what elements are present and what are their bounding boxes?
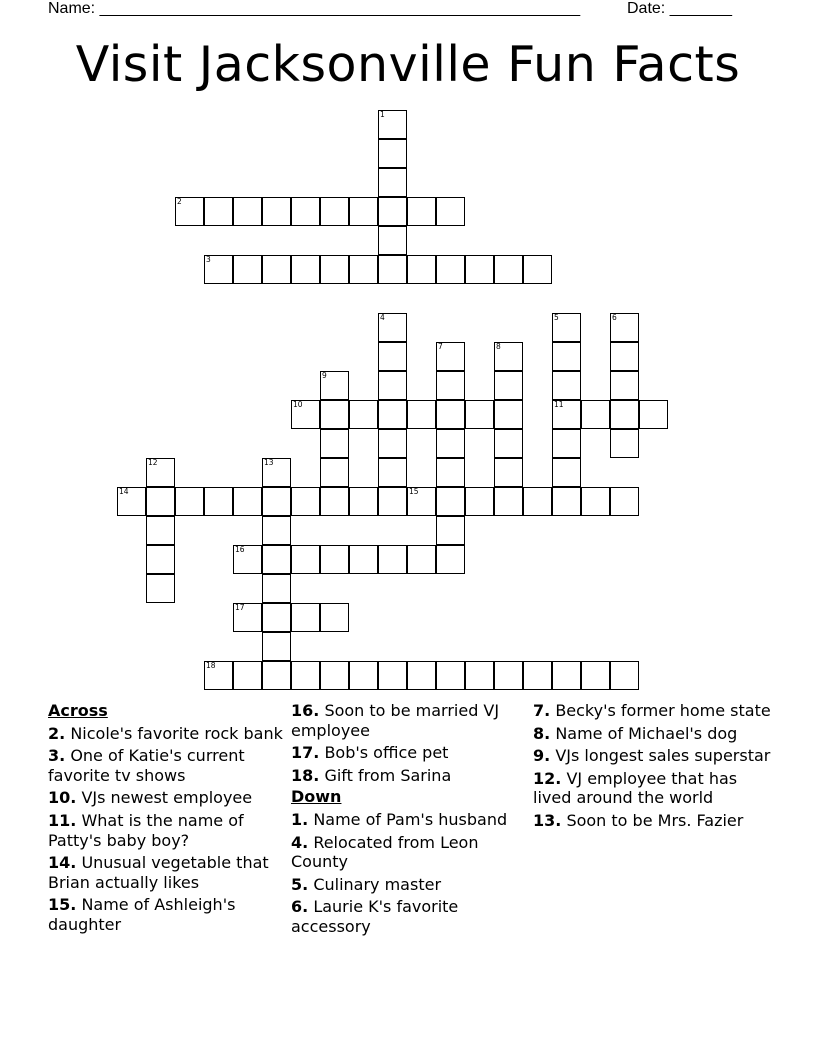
- cell-number: 15: [409, 487, 419, 496]
- grid-cell[interactable]: [610, 487, 639, 516]
- grid-cell[interactable]: [552, 313, 581, 342]
- grid-cell[interactable]: [204, 255, 233, 284]
- grid-cell[interactable]: [291, 255, 320, 284]
- grid-cell[interactable]: [378, 139, 407, 168]
- grid-cell[interactable]: [262, 603, 291, 632]
- clue-across-16: 16. Soon to be married VJ employee: [291, 701, 500, 740]
- clue-down-4: 4. Relocated from Leon County: [291, 832, 479, 872]
- grid-cell[interactable]: [262, 661, 291, 690]
- cell-number: 2: [177, 197, 182, 206]
- grid-cell[interactable]: [291, 545, 320, 574]
- grid-cell[interactable]: [552, 371, 581, 400]
- grid-cell[interactable]: [291, 400, 320, 429]
- grid-cell[interactable]: [436, 429, 465, 458]
- grid-cell[interactable]: [465, 255, 494, 284]
- grid-cell[interactable]: [291, 197, 320, 226]
- grid-cell[interactable]: [262, 458, 291, 487]
- clue-down-6: 6. Laurie K's favorite accessory: [291, 897, 459, 936]
- grid-cell[interactable]: [407, 197, 436, 226]
- clue-down-8: 8. Name of Michael's dog: [533, 723, 738, 743]
- grid-cell[interactable]: [407, 400, 436, 429]
- grid-cell[interactable]: [291, 603, 320, 632]
- grid-cell[interactable]: [262, 632, 291, 661]
- grid-cell[interactable]: [552, 400, 581, 429]
- grid-cell[interactable]: [378, 197, 407, 226]
- clues-column-3: [533, 701, 773, 831]
- grid-cell[interactable]: [233, 603, 262, 632]
- cell-number: 10: [293, 400, 303, 409]
- clue-down-12: 12. VJ employee that has lived around the world: [533, 768, 738, 808]
- grid-cell[interactable]: [436, 458, 465, 487]
- grid-cell[interactable]: [320, 255, 349, 284]
- cell-number: 9: [322, 371, 327, 380]
- grid-cell[interactable]: [523, 487, 552, 516]
- grid-cell[interactable]: [146, 516, 175, 545]
- grid-cell[interactable]: [378, 226, 407, 255]
- grid-cell[interactable]: [320, 429, 349, 458]
- grid-cell[interactable]: [320, 197, 349, 226]
- grid-cell[interactable]: [610, 429, 639, 458]
- cell-number: 14: [119, 487, 129, 496]
- clue-across-3: 3. One of Katie's current favorite tv shows: [48, 746, 245, 785]
- grid-cell[interactable]: [494, 371, 523, 400]
- grid-cell[interactable]: [349, 255, 378, 284]
- grid-cell[interactable]: [117, 487, 146, 516]
- clue-down-13: 13. Soon to be Mrs. Fazier: [533, 810, 744, 830]
- clue-across-11: 11. What is the name of Patty's baby boy?: [48, 810, 244, 850]
- grid-cell[interactable]: [610, 371, 639, 400]
- grid-cell[interactable]: [262, 516, 291, 545]
- clue-across-15: 15. Name of Ashleigh's daughter: [48, 895, 236, 934]
- grid-cell[interactable]: [581, 400, 610, 429]
- grid-cell[interactable]: [378, 371, 407, 400]
- grid-cell[interactable]: [320, 545, 349, 574]
- grid-cell[interactable]: [320, 371, 349, 400]
- grid-cell[interactable]: [378, 110, 407, 139]
- grid-cell[interactable]: [407, 545, 436, 574]
- cell-number: 12: [148, 458, 158, 467]
- grid-cell[interactable]: [378, 545, 407, 574]
- grid-cell[interactable]: [494, 458, 523, 487]
- grid-cell[interactable]: [233, 197, 262, 226]
- grid-cell[interactable]: [349, 197, 378, 226]
- grid-cell[interactable]: [378, 342, 407, 371]
- clue-down-9: 9. VJs longest sales superstar: [533, 746, 771, 766]
- grid-cell[interactable]: [436, 400, 465, 429]
- grid-cell[interactable]: [610, 400, 639, 429]
- grid-cell[interactable]: [204, 197, 233, 226]
- grid-cell[interactable]: [233, 255, 262, 284]
- grid-cell[interactable]: [552, 429, 581, 458]
- grid-cell[interactable]: [523, 661, 552, 690]
- grid-cell[interactable]: [349, 487, 378, 516]
- grid-cell[interactable]: [204, 487, 233, 516]
- grid-cell[interactable]: [378, 487, 407, 516]
- grid-cell[interactable]: [436, 342, 465, 371]
- grid-cell[interactable]: [233, 545, 262, 574]
- cell-number: 17: [235, 603, 245, 612]
- grid-cell[interactable]: [436, 516, 465, 545]
- clue-down-1: 1. Name of Pam's husband: [291, 809, 508, 829]
- grid-cell[interactable]: [552, 342, 581, 371]
- grid-cell[interactable]: [262, 255, 291, 284]
- grid-cell[interactable]: [320, 487, 349, 516]
- grid-cell[interactable]: [262, 545, 291, 574]
- grid-cell[interactable]: [349, 545, 378, 574]
- grid-cell[interactable]: [465, 487, 494, 516]
- grid-cell[interactable]: [494, 661, 523, 690]
- grid-cell[interactable]: [320, 458, 349, 487]
- grid-cell[interactable]: [494, 400, 523, 429]
- grid-cell[interactable]: [494, 342, 523, 371]
- grid-cell[interactable]: [552, 458, 581, 487]
- grid-cell[interactable]: [610, 313, 639, 342]
- cell-number: 16: [235, 545, 245, 554]
- grid-cell[interactable]: [494, 255, 523, 284]
- grid-cell[interactable]: [581, 661, 610, 690]
- cell-number: 11: [554, 400, 564, 409]
- across-heading: Across: [48, 701, 108, 720]
- clues-column-1: [48, 701, 284, 935]
- grid-cell[interactable]: [320, 400, 349, 429]
- grid-cell[interactable]: [407, 661, 436, 690]
- grid-cell[interactable]: [175, 487, 204, 516]
- clue-down-7: 7. Becky's former home state: [533, 701, 771, 720]
- clue-across-18: 18. Gift from Sarina: [291, 765, 452, 785]
- grid-cell[interactable]: [436, 371, 465, 400]
- grid-cell[interactable]: [436, 197, 465, 226]
- grid-cell[interactable]: [378, 458, 407, 487]
- grid-cell[interactable]: [378, 429, 407, 458]
- grid-cell[interactable]: [320, 603, 349, 632]
- down-heading: Down: [291, 787, 342, 807]
- grid-cell[interactable]: [320, 661, 349, 690]
- grid-cell[interactable]: [639, 400, 668, 429]
- grid-cell[interactable]: [146, 545, 175, 574]
- grid-cell[interactable]: [494, 487, 523, 516]
- grid-cell[interactable]: [146, 487, 175, 516]
- grid-cell[interactable]: [175, 197, 204, 226]
- grid-cell[interactable]: [291, 661, 320, 690]
- clue-across-17: 17. Bob's office pet: [291, 743, 449, 763]
- grid-cell[interactable]: [378, 313, 407, 342]
- cell-number: 7: [438, 342, 443, 351]
- cell-number: 8: [496, 342, 501, 351]
- grid-cell[interactable]: [378, 168, 407, 197]
- date-field[interactable]: Date: _______: [627, 0, 732, 17]
- grid-cell[interactable]: [552, 487, 581, 516]
- grid-cell[interactable]: [233, 487, 262, 516]
- grid-cell[interactable]: [436, 661, 465, 690]
- cell-number: 18: [206, 661, 216, 670]
- grid-cell[interactable]: [436, 545, 465, 574]
- grid-cell[interactable]: [146, 458, 175, 487]
- grid-cell[interactable]: [378, 661, 407, 690]
- grid-cell[interactable]: [465, 400, 494, 429]
- grid-cell[interactable]: [233, 661, 262, 690]
- grid-cell[interactable]: [291, 487, 320, 516]
- grid-cell[interactable]: [407, 255, 436, 284]
- clue-down-5: 5. Culinary master: [291, 874, 442, 894]
- grid-cell[interactable]: [465, 661, 494, 690]
- grid-cell[interactable]: [436, 487, 465, 516]
- cell-number: 13: [264, 458, 274, 467]
- grid-cell[interactable]: [146, 574, 175, 603]
- cell-number: 4: [380, 313, 385, 322]
- grid-cell[interactable]: [349, 661, 378, 690]
- grid-cell[interactable]: [349, 400, 378, 429]
- cell-number: 1: [380, 110, 385, 119]
- cell-number: 6: [612, 313, 617, 322]
- grid-cell[interactable]: [581, 487, 610, 516]
- name-field[interactable]: Name: ______________________________________________________: [48, 0, 581, 17]
- clue-across-2: 2. Nicole's favorite rock bank: [48, 723, 283, 743]
- cell-number: 3: [206, 255, 211, 264]
- clue-across-10: 10. VJs newest employee: [48, 788, 253, 808]
- grid-cell[interactable]: [436, 255, 465, 284]
- grid-cell[interactable]: [610, 342, 639, 371]
- grid-cell[interactable]: [523, 255, 552, 284]
- clues-column-2: [291, 701, 529, 937]
- grid-cell[interactable]: [494, 429, 523, 458]
- grid-cell[interactable]: [378, 255, 407, 284]
- grid-cell[interactable]: [378, 400, 407, 429]
- clue-across-14: 14. Unusual vegetable that Brian actually likes: [48, 853, 269, 892]
- grid-cell[interactable]: [610, 661, 639, 690]
- grid-cell[interactable]: [552, 661, 581, 690]
- grid-cell[interactable]: [407, 487, 436, 516]
- grid-cell[interactable]: [262, 574, 291, 603]
- grid-cell[interactable]: [204, 661, 233, 690]
- cell-number: 5: [554, 313, 559, 322]
- grid-cell[interactable]: [262, 197, 291, 226]
- page-title: Visit Jacksonville Fun Facts: [75, 36, 741, 93]
- grid-cell[interactable]: [262, 487, 291, 516]
